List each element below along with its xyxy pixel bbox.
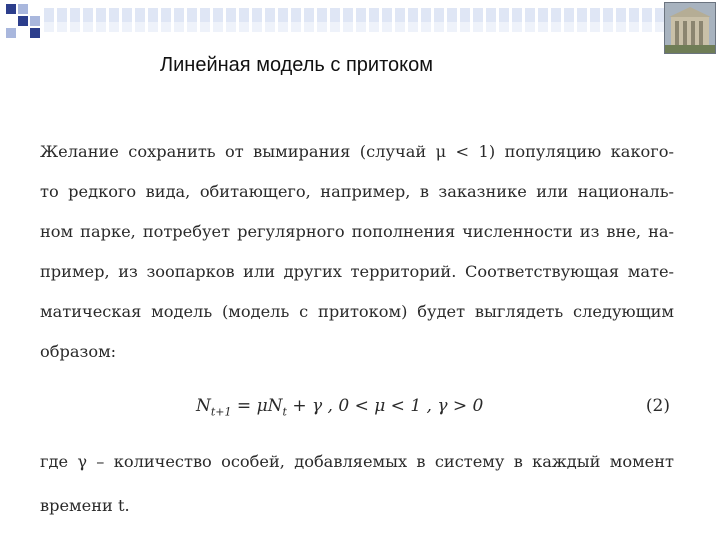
paragraph-line: образом: [40,342,117,361]
header-stripe-secondary [44,22,664,32]
paragraph-line: ном парке, потребует регулярного пополнения численности из вне, на- [40,222,674,241]
equation-row [40,388,674,428]
paragraph-line: Желание сохранить от вымирания (случай μ < 1) популяцию какого- [40,142,674,161]
paragraph-line: где γ – количество особей, добавляемых в систему в каждый момент [40,452,674,471]
slide-title: Линейная модель с притоком [160,54,433,76]
paragraph-line: матическая модель (модель с притоком) будет выглядеть следующим [40,302,674,321]
equation-number: (2) [645,396,670,416]
paragraph-line: времени t. [40,496,130,515]
header-stripe [44,8,664,22]
paragraph-line: пример, из зоопарков или других территорий. Соответствующая мате- [40,262,674,281]
paragraph [40,132,674,372]
paragraph-line: то редкого вида, обитающего, например, в заказнике или националь- [40,182,674,201]
equation: $N_{t+1} = \mu N_t + \gamma$ , 0 < μ < 1 , γ > 0 [196,396,484,419]
corner-photo-image [664,2,716,54]
paragraph-tail [40,440,674,528]
